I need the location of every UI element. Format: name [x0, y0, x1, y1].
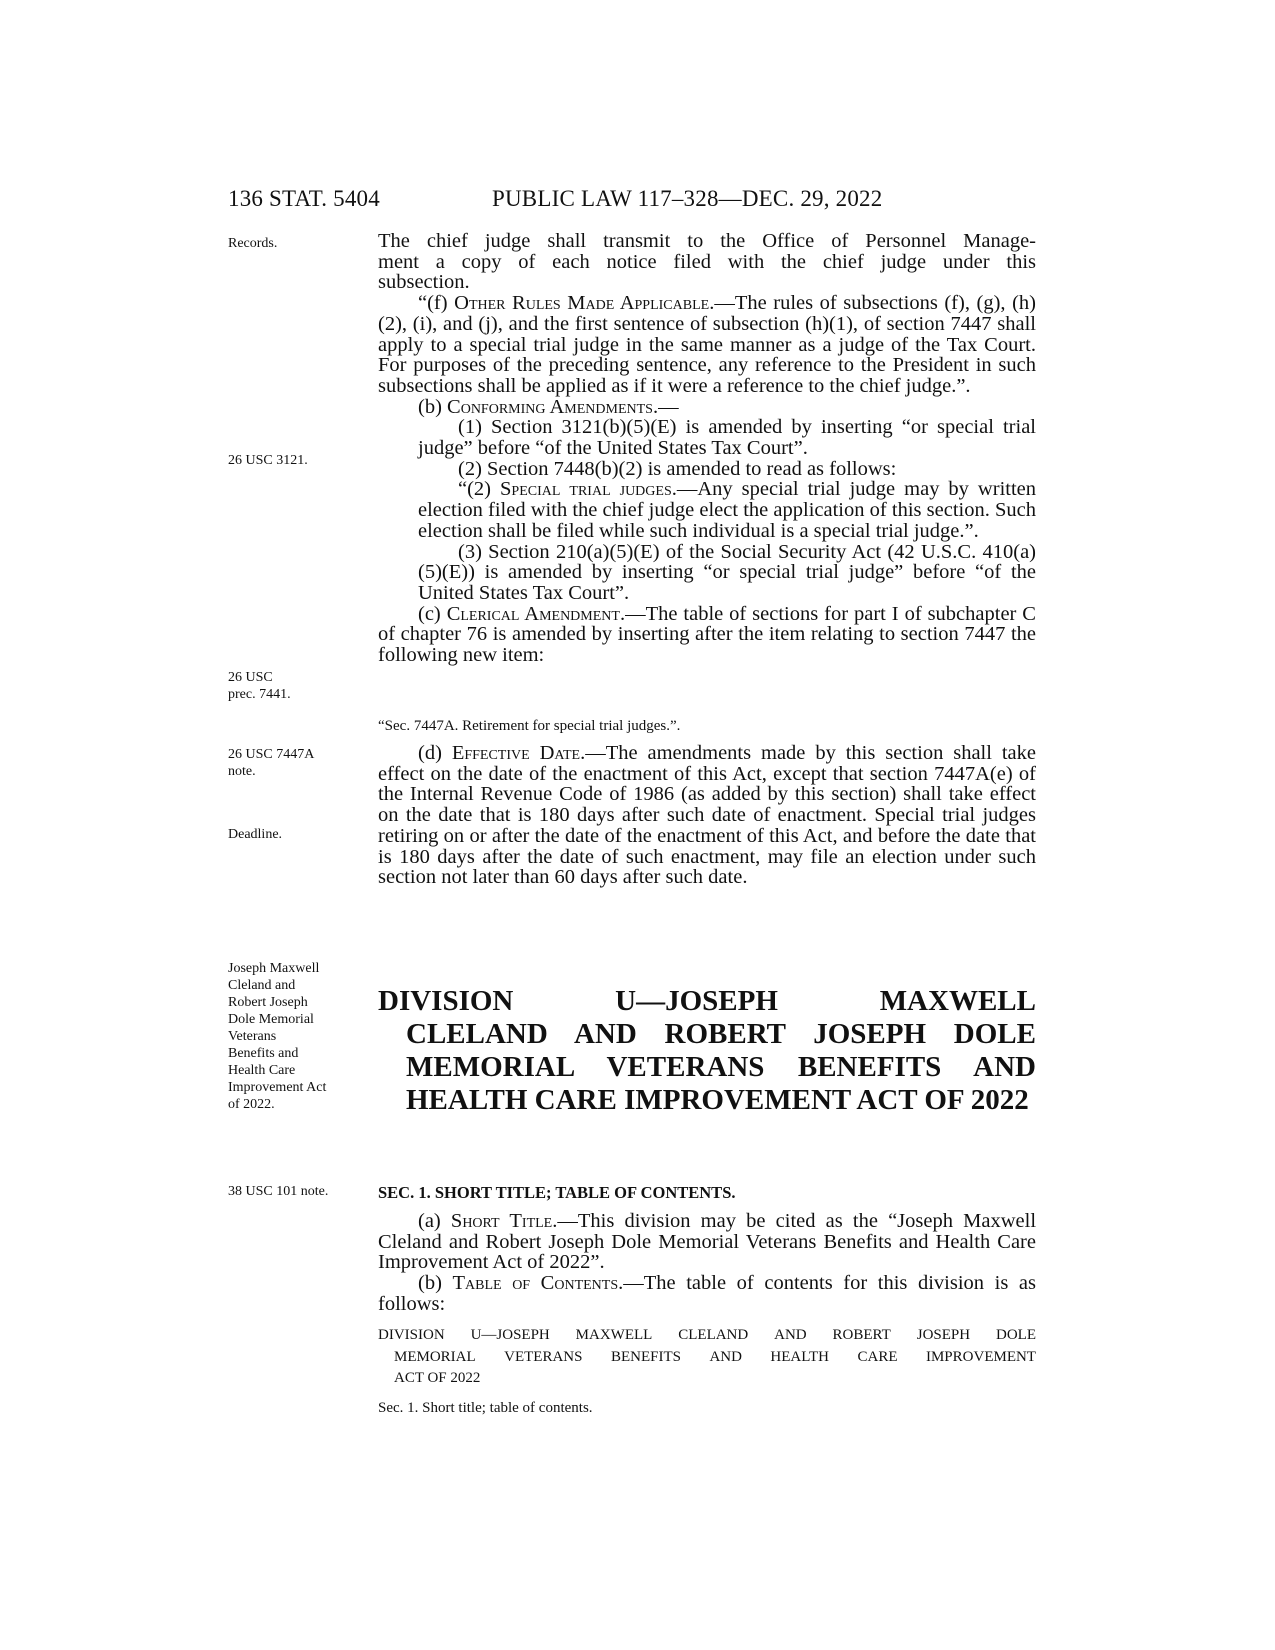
margin-note-line: Benefits and	[228, 1046, 299, 1061]
division-title-word: DIVISION	[378, 985, 514, 1017]
subsection-label: (c)	[418, 602, 447, 625]
margin-note-26usc-prec-7441	[228, 669, 360, 703]
quoted-paragraph-2	[378, 479, 1036, 541]
toc-entry: Sec. 1. Short title; table of contents.	[378, 1399, 593, 1416]
division-title-rest: CLELAND AND ROBERT JOSEPH DOLE MEMORIAL VETERANS BENEFITS AND HEALTH CARE IMPROVEMENT ACT OF 2022	[406, 1018, 1036, 1116]
margin-note-records: Records.	[228, 236, 278, 251]
subsection-text: .—The table of sections for part I of subchapter C of chapter 76 is amended by inserting after the item relating to section 7447 the following new item:	[378, 602, 1036, 667]
section-heading: SEC. 1. SHORT TITLE; TABLE OF CONTENTS.	[378, 1183, 736, 1202]
toc-word: CLELAND	[678, 1327, 749, 1343]
subsection-f	[378, 293, 1036, 397]
toc-word: VETERANS	[504, 1348, 583, 1365]
toc-word: ROBERT	[832, 1327, 891, 1343]
subsection-heading: Other Rules Made Applicable	[454, 292, 710, 315]
margin-note-deadline: Deadline.	[228, 827, 283, 842]
subsection-text: .—This division may be cited as the “Joseph Maxwell Cleland and Robert Joseph Dole Memorial Veterans Benefits and Health Care Improvement Act of 2022”.	[378, 1210, 1037, 1274]
margin-note-line: Robert Joseph	[228, 995, 308, 1010]
subsection-heading: Conforming Amendments	[447, 395, 653, 418]
body-text-section1	[378, 1211, 1036, 1315]
subsection-heading: Effective Date	[451, 742, 581, 764]
toc-word: MAXWELL	[575, 1327, 653, 1343]
margin-note-26usc3121: 26 USC 3121.	[228, 453, 308, 468]
subsection-label: (d)	[418, 742, 452, 764]
subsection-label: “(f)	[418, 292, 455, 315]
paragraph-line: ment a copy of each notice filed with the chief judge under this	[378, 250, 1036, 273]
subsection-b	[378, 397, 1036, 418]
margin-note-line: 26 USC	[228, 670, 273, 685]
margin-note-line: 26 USC 7447A	[228, 747, 315, 762]
toc-word: U—JOSEPH	[470, 1327, 550, 1343]
toc-word: AND	[774, 1327, 807, 1343]
body-text-upper	[378, 231, 1036, 666]
margin-note-26usc7447a	[228, 746, 360, 780]
toc-word: DOLE	[996, 1327, 1036, 1343]
subsection-label: “(2)	[458, 478, 501, 501]
subsection-text: .—The amendments made by this section shall take effect on the date of the enactment of this Act, except that section 7447A(e) of the Internal Revenue Code of 1986 (as added by this section) shall take effect on the date that is 180 days after such date of enactment. Special trial judges retiring on or after the date of the enactment of this Act, and before the date that is 180 days after the date of such enactment, may file an election under such section not later than 60 days after such date.	[378, 742, 1037, 889]
body-text-effective-date	[378, 743, 1036, 888]
running-header: PUBLIC LAW 117–328—DEC. 29, 2022	[492, 186, 883, 211]
margin-note-line: note.	[228, 764, 256, 779]
division-title-line	[378, 985, 1036, 1018]
margin-note-line: Dole Memorial	[228, 1012, 314, 1027]
subsection-label: (b)	[418, 1272, 453, 1295]
division-title-word: MAXWELL	[879, 985, 1036, 1017]
toc-division-line	[378, 1347, 1036, 1369]
margin-note-line: Veterans	[228, 1029, 277, 1044]
paragraph-b3: (3) Section 210(a)(5)(E) of the Social Security Act (42 U.S.C. 410(a)(5)(E)) is amended by inserting “or special trial judge” before “of the United States Tax Court”.	[418, 540, 1036, 604]
subsection-label: (a)	[418, 1210, 451, 1232]
subsection-text: .—Any special trial judge may by written election filed with the chief judge elect the application of this section. Such election shall be filed while such individual is a special trial judge.”.	[418, 478, 1037, 542]
toc-word: AND	[709, 1348, 742, 1365]
subsection-c	[378, 604, 1036, 666]
division-title-word: U—JOSEPH	[615, 985, 778, 1017]
paragraph-b1: (1) Section 3121(b)(5)(E) is amended by inserting “or special trial judge” before “of the United States Tax Court”.	[418, 416, 1036, 460]
subsection-text: .—The rules of subsections (f), (g), (h)(2), (i), and (j), and the first sentence of subsection (h)(1), of section 7447 shall apply to a special trial judge in the same manner as a judge of the Tax Court. For purposes of the preceding sentence, any reference to the President in such subsections shall be applied as if it were a reference to the chief judge.”.	[378, 292, 1036, 397]
division-title	[378, 985, 1036, 1117]
toc-word: JOSEPH	[916, 1327, 971, 1343]
toc-word: CARE	[857, 1348, 898, 1365]
subsection-dash: .—	[652, 395, 679, 418]
paragraph-line: The chief judge shall transmit to the Office of Personnel Manage-	[378, 230, 1036, 252]
margin-note-38usc101: 38 USC 101 note.	[228, 1184, 329, 1199]
subsection-label: (b)	[418, 395, 448, 418]
toc-word: MEMORIAL	[394, 1348, 476, 1365]
subsection-text: .—The table of contents for this division is as follows:	[378, 1272, 1037, 1315]
toc-division-line: ACT OF 2022	[394, 1370, 481, 1386]
margin-note-line: Joseph Maxwell	[228, 961, 320, 976]
subsection-heading: Clerical Amendment	[446, 602, 620, 625]
subsection-heading: Table of Contents	[452, 1272, 619, 1295]
table-of-contents	[378, 1325, 1036, 1419]
new-table-item: “Sec. 7447A. Retirement for special trial judges.”.	[378, 718, 681, 734]
subsection-heading: Special trial judges	[500, 478, 672, 501]
toc-division-line	[378, 1325, 1036, 1347]
margin-note-line: prec. 7441.	[228, 687, 291, 702]
toc-word: BENEFITS	[610, 1348, 681, 1365]
margin-note-line: Cleland and	[228, 978, 296, 993]
margin-note-line: Health Care	[228, 1063, 296, 1078]
toc-word: IMPROVEMENT	[925, 1348, 1036, 1365]
margin-note-act-title	[228, 960, 360, 1113]
toc-word: DIVISION	[378, 1327, 445, 1343]
margin-note-line: Improvement Act	[228, 1080, 327, 1095]
page-reference: 136 STAT. 5404	[228, 186, 380, 211]
paragraph-b2: (2) Section 7448(b)(2) is amended to read as follows:	[458, 457, 897, 480]
subsection-d	[378, 743, 1036, 888]
paragraph-line: subsection.	[378, 271, 470, 294]
subsection-a	[378, 1211, 1036, 1273]
margin-note-line: of 2022.	[228, 1097, 275, 1112]
subsection-b-toc	[378, 1273, 1036, 1314]
toc-word: HEALTH	[770, 1348, 830, 1365]
subsection-heading: Short Title	[450, 1210, 553, 1232]
